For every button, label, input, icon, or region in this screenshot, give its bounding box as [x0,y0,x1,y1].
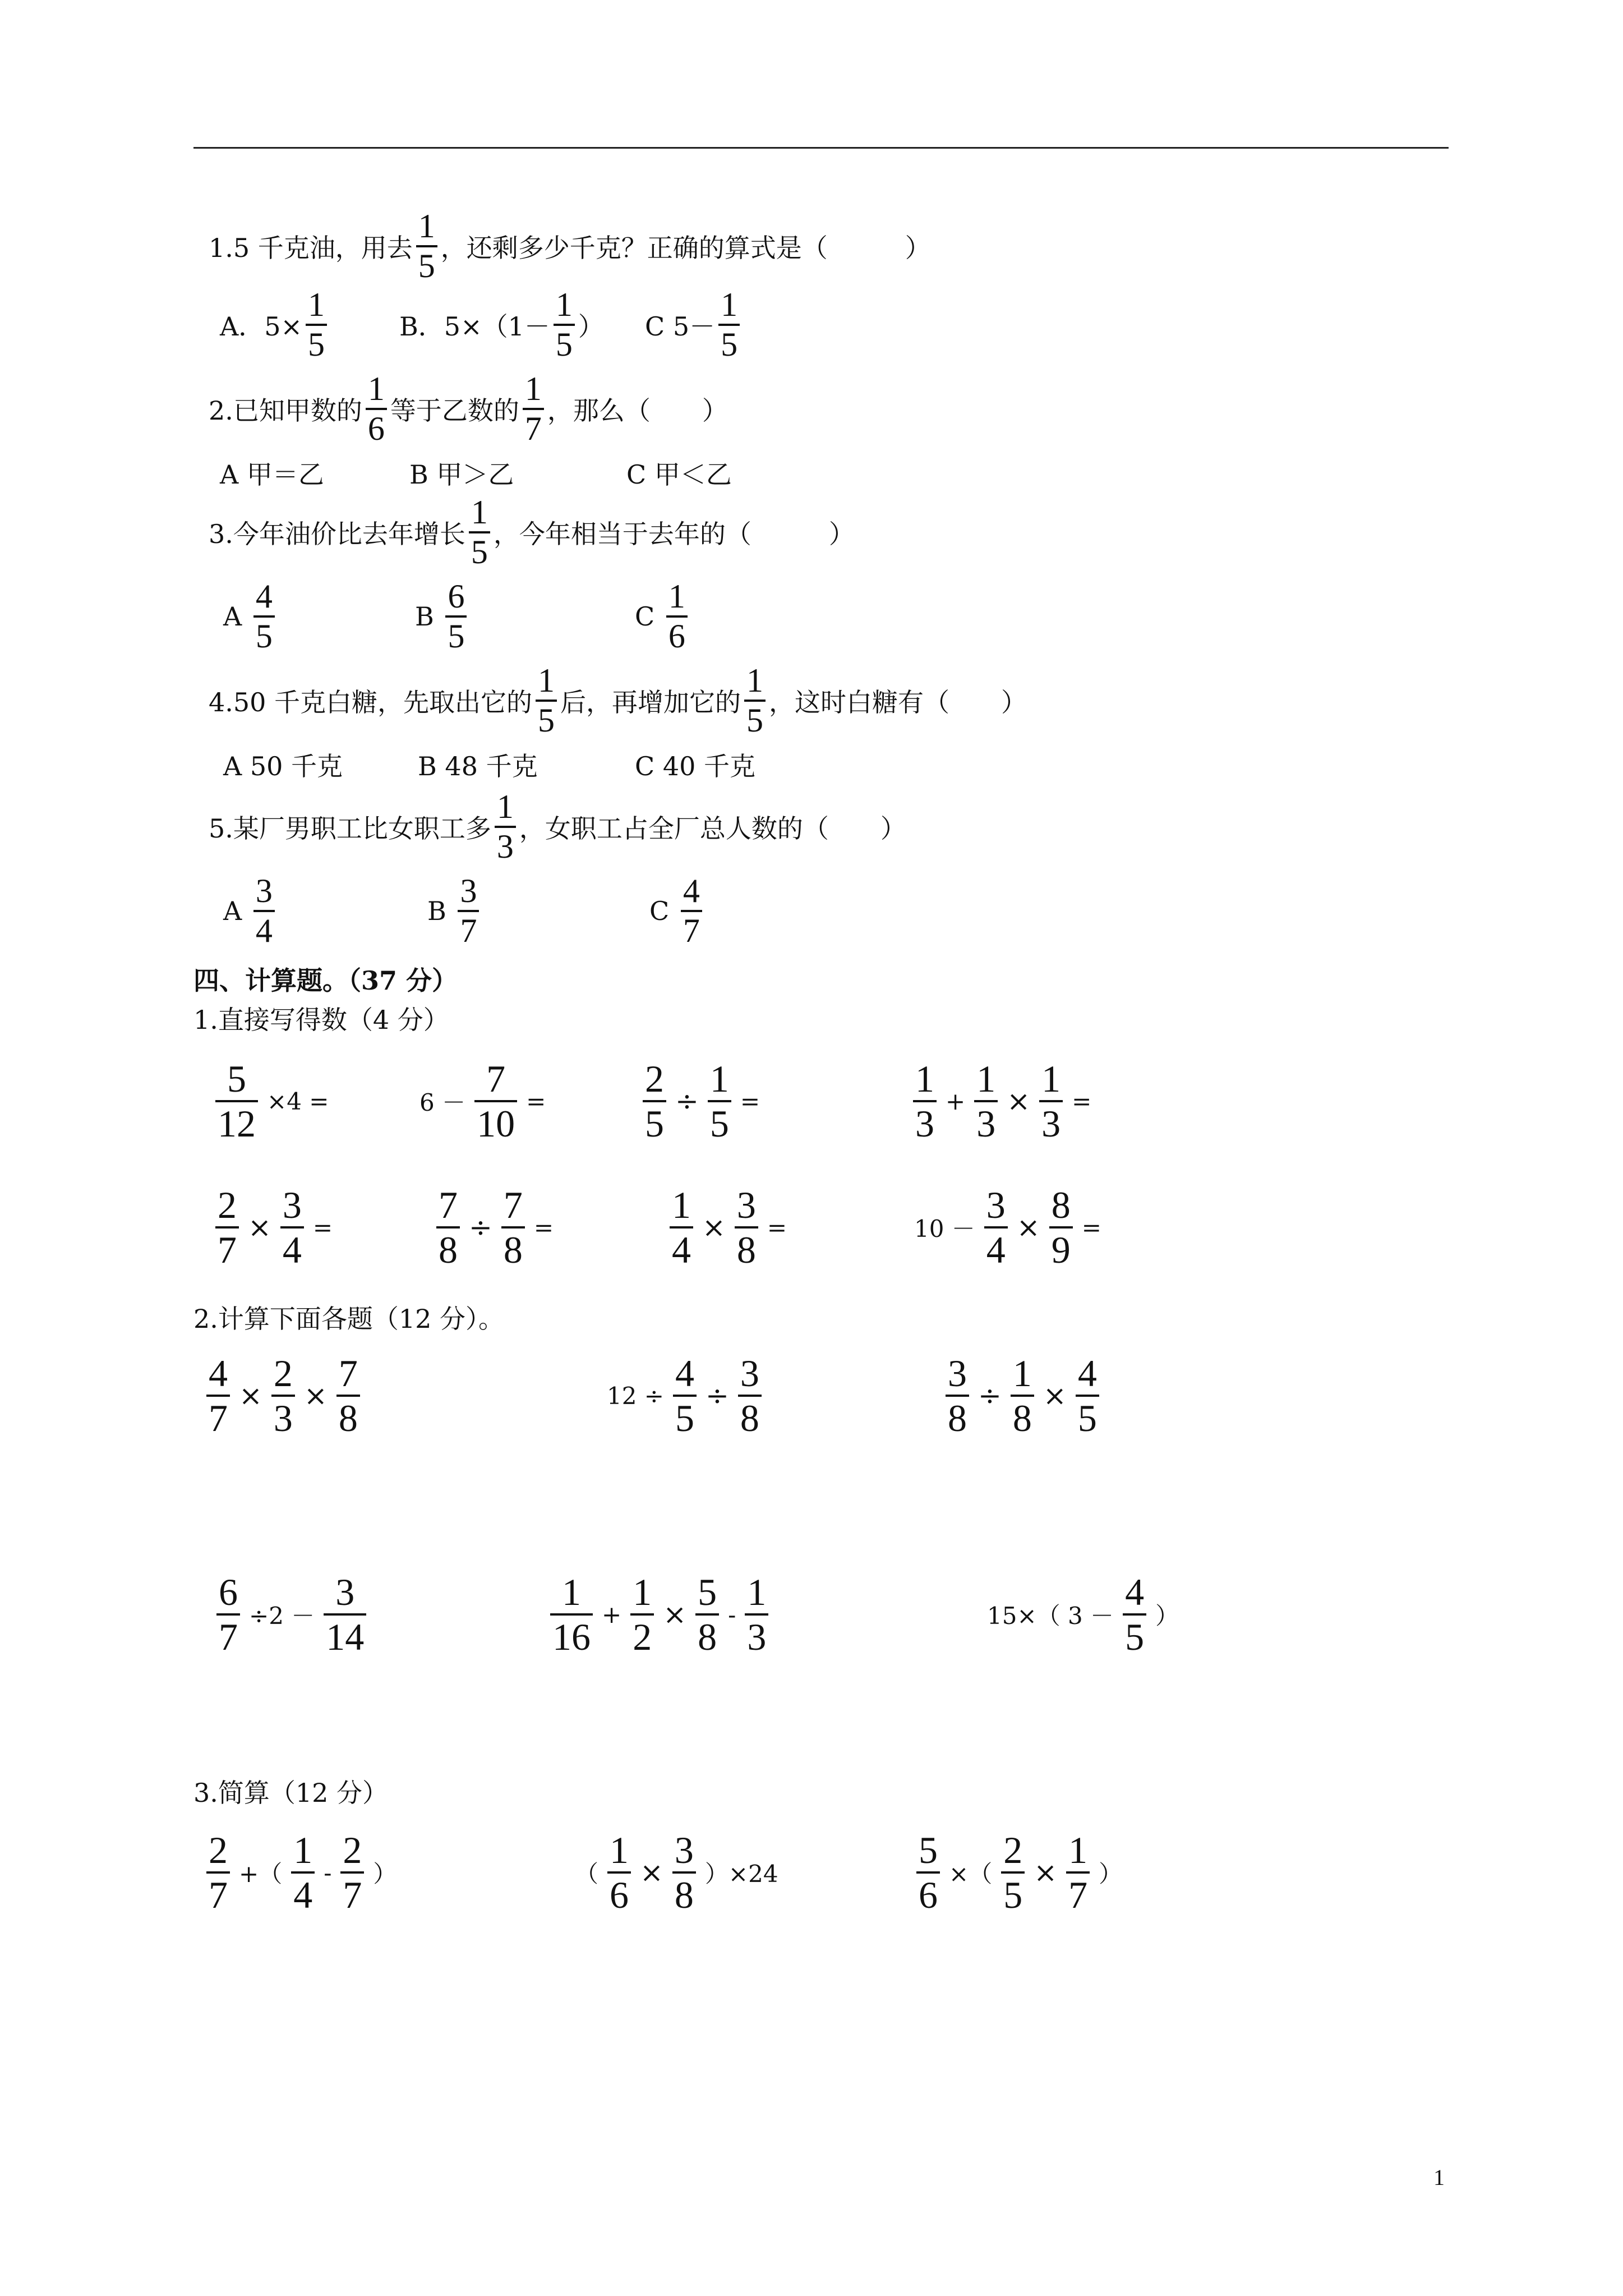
p3-r1-e2: （ $\frac{1}{6}$ × $\frac{3}{8}$ ）×24 [575,1829,778,1917]
q2-option-a: A 甲＝乙 [220,459,324,490]
p1-r1-e1: $\frac{5}{12}$ ×4 = [212,1057,334,1145]
p3-r1-e3: $\frac{5}{6}$ ×（ $\frac{2}{5}$ × $\frac{1}{7}$ ） [913,1829,1128,1916]
p2-r1-e1: $\frac{4}{7}$ × $\frac{2}{3}$ × $\frac{7}{8}$ [203,1352,363,1439]
q1-stem [209,208,931,285]
q4-option-c: C 40 千克 [635,751,755,781]
q2-frac-2: $\frac{1}{7}$ [523,370,544,448]
q3-frac: $\frac{1}{5}$ [469,494,490,571]
q2-option-c: C 甲＜乙 [626,459,732,490]
q1-option-a-frac: $\frac{1}{5}$ [306,286,327,364]
q1-option-b-frac: $\frac{1}{5}$ [554,286,575,364]
q4-option-a: A 50 千克 [223,751,343,781]
p2-r1-e3: $\frac{3}{8}$ ÷ $\frac{1}{8}$ × $\frac{4}{5}$ [942,1352,1103,1439]
p1-r1-e3: $\frac{2}{5}$ ÷ $\frac{1}{5}$ = [639,1057,766,1145]
q5-option-a: A $\frac{3}{4}$ [223,872,278,950]
q5-stem: 5.某厂男职工比女职工多 $\frac{1}{3}$ ，女职工占全厂总人数的（ ） [209,788,906,866]
q2-option-b: B 甲＞乙 [409,459,514,490]
p1-r2-e3: $\frac{1}{4}$ × $\frac{3}{8}$ = [666,1184,792,1271]
section-4-title: 四、计算题。（37 分） [193,965,458,996]
q4-frac-2: $\frac{1}{5}$ [744,662,766,739]
q2-stem: 2.已知甲数的 $\frac{1}{6}$ 等于乙数的 $\frac{1}{7}$ ，那么（ ） [209,370,728,448]
q1-stem-b: ，还剩多少千克？正确的算式是（ ） [440,233,931,264]
q1-option-b: B．5×（1－ $\frac{1}{5}$ ） [399,286,604,364]
p1-r1-e2: 6 － $\frac{7}{10}$ = [419,1057,546,1145]
part-1-title: 1.直接写得数（4 分） [193,1005,449,1035]
q1-option-a: A．5× $\frac{1}{5}$ [220,286,330,364]
p2-r1-e2: 12 ÷ $\frac{4}{5}$ ÷ $\frac{3}{8}$ [601,1352,765,1439]
q5-option-c: C $\frac{4}{7}$ [649,872,706,950]
page-number: 1 [1433,2165,1445,2190]
p2-r2-e1: $\frac{6}{7}$ ÷2 － $\frac{3}{14}$ [213,1571,370,1658]
q5-frac: $\frac{1}{3}$ [495,788,516,866]
q3-option-a: A $\frac{4}{5}$ [223,578,278,655]
q1-stem-a: 1.5 千克油，用去 [209,233,413,264]
q3-option-b: B $\frac{6}{5}$ [415,578,470,655]
q5-option-b: B $\frac{3}{7}$ [427,872,482,950]
p1-r2-e2: $\frac{7}{8}$ ÷ $\frac{7}{8}$ = [433,1184,559,1271]
part-3-title: 3.简算（12 分） [193,1778,389,1808]
q1-option-c-frac: $\frac{1}{5}$ [718,286,740,364]
p1-r2-e1: $\frac{2}{7}$ × $\frac{3}{4}$ = [212,1184,338,1271]
p2-r2-e3: 15×（ 3 － $\frac{4}{5}$ ） [987,1571,1179,1659]
p1-r2-e4: 10 － $\frac{3}{4}$ × $\frac{8}{9}$ = [914,1184,1101,1272]
q4-frac-1: $\frac{1}{5}$ [536,662,557,739]
p1-r1-e4: $\frac{1}{3}$ + $\frac{1}{3}$ × $\frac{1}{3}$ = [910,1057,1097,1145]
q3-stem: 3.今年油价比去年增长 $\frac{1}{5}$ ，今年相当于去年的（ ） [209,494,855,571]
q2-frac-1: $\frac{1}{6}$ [366,370,387,448]
q4-stem: 4.50 千克白糖，先取出它的 $\frac{1}{5}$ 后，再增加它的 $\frac{1}{5}$ ，这时白糖有（ ） [209,662,1027,739]
q3-option-c: C $\frac{1}{6}$ [635,578,691,655]
part-2-title: 2.计算下面各题（12 分）。 [193,1304,505,1334]
q4-option-b: B 48 千克 [418,751,538,781]
q1-option-c: C 5－ $\frac{1}{5}$ [645,286,743,364]
q1-frac: $\frac{1}{5}$ [416,208,437,285]
p3-r1-e1: $\frac{2}{7}$ +（ $\frac{1}{4}$ - $\frac{2}{7}$ ） [203,1829,402,1916]
p2-r2-e2: $\frac{1}{16}$ + $\frac{1}{2}$ × $\frac{5}{8}$ - $\frac{1}{3}$ [547,1571,772,1658]
header-rule [193,147,1449,149]
